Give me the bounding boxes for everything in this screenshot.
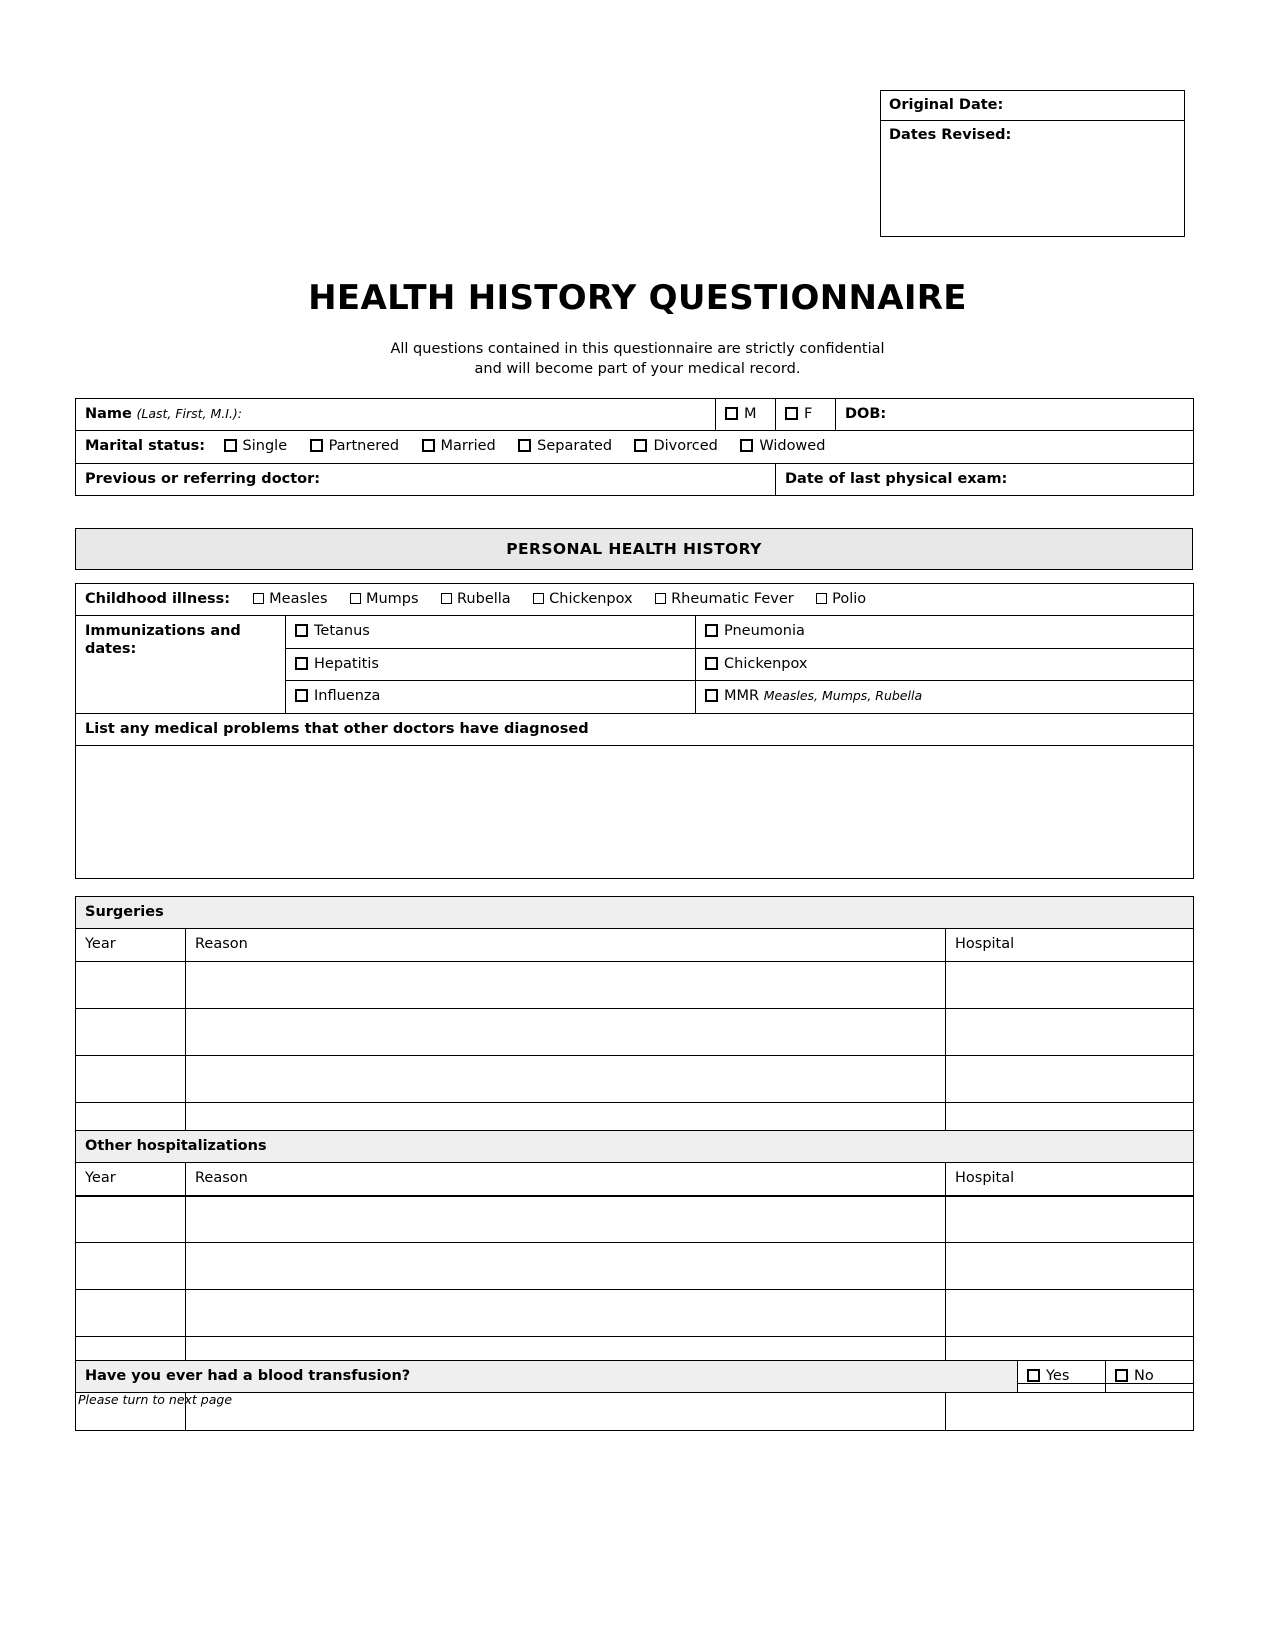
hospitalization-year-3[interactable] (76, 1289, 186, 1336)
hospitalizations-title-row (76, 1131, 1194, 1163)
doctor-row (76, 463, 1194, 495)
checkbox-pneumonia-icon[interactable] (705, 624, 718, 637)
checkbox-divorced-icon[interactable] (634, 439, 647, 452)
childhood-illness-label: Childhood illness: (85, 591, 231, 607)
name-hint: (Last, First, M.I.): (136, 406, 243, 421)
hospitalization-year-2[interactable] (76, 1242, 186, 1289)
immunization-hepatitis-label: Hepatitis (314, 655, 379, 672)
marital-option-separated[interactable] (518, 438, 612, 454)
table-row (76, 1195, 1194, 1242)
original-date-row[interactable] (881, 91, 1184, 121)
original-date-label: Original Date: (889, 97, 1004, 113)
identity-block (75, 398, 1193, 496)
marital-option-divorced-label: Divorced (653, 438, 718, 455)
checkbox-chickenpox-icon[interactable] (533, 593, 544, 604)
immunization-row-1 (76, 616, 1194, 648)
checkbox-married-icon[interactable] (422, 439, 435, 452)
surgery-year-1[interactable] (76, 961, 186, 1008)
immunization-pneumonia-label: Pneumonia (724, 623, 805, 640)
marital-cell[interactable] (76, 431, 1194, 463)
surgery-hospital-3[interactable] (946, 1055, 1194, 1102)
marital-option-partnered[interactable] (310, 438, 400, 454)
childhood-option-mumps-label: Mumps (365, 591, 419, 607)
childhood-option-polio-label: Polio (832, 591, 867, 607)
surgeries-col-year: Year (76, 929, 186, 961)
checkbox-transfusion-yes-icon[interactable] (1027, 1369, 1040, 1382)
medical-problems-title-row (76, 713, 1194, 745)
marital-option-separated-label: Separated (537, 438, 613, 455)
page-title: HEALTH HISTORY QUESTIONNAIRE (308, 278, 967, 318)
marital-option-widowed-label: Widowed (759, 438, 826, 455)
sex-female-label: F (804, 406, 813, 422)
checkbox-tetanus-icon[interactable] (295, 624, 308, 637)
checkbox-partnered-icon[interactable] (310, 439, 323, 452)
dates-revised-row[interactable] (881, 121, 1184, 236)
medical-problems-title-cell (76, 713, 1194, 745)
transfusion-yes-label: Yes (1046, 1368, 1070, 1384)
checkbox-widowed-icon[interactable] (740, 439, 753, 452)
transfusion-row (76, 1361, 1194, 1393)
hospitalizations-title: Other hospitalizations (85, 1138, 267, 1154)
table-row (76, 961, 1194, 1008)
personal-history-table (75, 583, 1194, 879)
dates-revised-label: Dates Revised: (889, 127, 1012, 143)
childhood-option-rubella[interactable] (441, 591, 511, 607)
surgeries-col-hospital: Hospital (946, 929, 1194, 961)
checkbox-rubella-icon[interactable] (441, 593, 452, 604)
marital-option-partnered-label: Partnered (328, 438, 400, 455)
childhood-option-rheumatic-fever[interactable] (655, 591, 794, 607)
hospitalization-hospital-1[interactable] (946, 1195, 1194, 1242)
immunizations-label-cell (76, 616, 286, 713)
checkbox-male-icon[interactable] (725, 407, 738, 420)
checkbox-rheumatic-fever-icon[interactable] (655, 593, 666, 604)
section-header-block (75, 528, 1193, 570)
referring-doctor-label: Previous or referring doctor: (85, 470, 321, 487)
marital-option-married[interactable] (422, 438, 496, 454)
surgeries-header-row (76, 929, 1194, 961)
subtitle-line-2: and will become part of your medical record. (474, 360, 801, 377)
childhood-option-measles-label: Measles (269, 591, 328, 607)
hospitalization-reason-1[interactable] (186, 1195, 946, 1242)
hospitalizations-header-row (76, 1163, 1194, 1195)
hospitalization-hospital-2[interactable] (946, 1242, 1194, 1289)
marital-option-widowed[interactable] (740, 438, 825, 454)
marital-row (76, 431, 1194, 463)
marital-label: Marital status: (85, 438, 206, 455)
immunization-tetanus-label: Tetanus (314, 623, 370, 640)
table-row (76, 1055, 1194, 1102)
transfusion-no-label: No (1134, 1368, 1154, 1384)
surgery-year-2[interactable] (76, 1008, 186, 1055)
sex-male-cell[interactable] (716, 399, 776, 431)
surgery-reason-1[interactable] (186, 961, 946, 1008)
childhood-option-rheumatic-fever-label: Rheumatic Fever (671, 591, 794, 607)
checkbox-chickenpox-immunization-icon[interactable] (705, 657, 718, 670)
surgeries-title-cell (76, 897, 1194, 929)
last-exam-label: Date of last physical exam: (785, 470, 1008, 487)
childhood-option-measles[interactable] (253, 591, 327, 607)
checkbox-polio-icon[interactable] (816, 593, 827, 604)
childhood-option-chickenpox-label: Chickenpox (549, 591, 633, 607)
surgery-year-3[interactable] (76, 1055, 186, 1102)
surgery-hospital-1[interactable] (946, 961, 1194, 1008)
immunization-influenza-label: Influenza (314, 688, 381, 705)
name-label: Name (85, 406, 132, 422)
immunization-pneumonia-cell[interactable] (696, 616, 1194, 648)
marital-option-single-label: Single (242, 438, 288, 455)
checkbox-mmr-icon[interactable] (705, 689, 718, 702)
hospitalizations-title-cell (76, 1131, 1194, 1163)
childhood-option-polio[interactable] (816, 591, 866, 607)
medical-problems-input-row (76, 745, 1194, 878)
hospitalization-reason-2[interactable] (186, 1242, 946, 1289)
immunizations-label-line-2: dates: (85, 640, 137, 657)
checkbox-influenza-icon[interactable] (295, 689, 308, 702)
childhood-illness-cell[interactable] (76, 584, 1194, 616)
immunization-hepatitis-cell[interactable] (286, 648, 696, 680)
immunization-mmr-cell[interactable] (696, 681, 1194, 713)
medical-problems-label: List any medical problems that other doctors have diagnosed (85, 720, 589, 737)
date-box (880, 90, 1185, 237)
immunization-chickenpox-label: Chickenpox (724, 655, 808, 672)
hospitalization-hospital-3[interactable] (946, 1289, 1194, 1336)
hospitalizations-col-reason: Reason (186, 1163, 946, 1195)
transfusion-block (75, 1360, 1193, 1393)
childhood-option-rubella-label: Rubella (457, 591, 511, 607)
sex-female-cell[interactable] (776, 399, 836, 431)
transfusion-question-cell (76, 1361, 1018, 1393)
immunization-chickenpox-cell[interactable] (696, 648, 1194, 680)
checkbox-mumps-icon[interactable] (350, 593, 361, 604)
table-row (76, 1008, 1194, 1055)
checkbox-measles-icon[interactable] (253, 593, 264, 604)
identity-table (75, 398, 1194, 496)
immunization-tetanus-cell[interactable] (286, 616, 696, 648)
surgery-hospital-2[interactable] (946, 1008, 1194, 1055)
immunization-mmr-note: Measles, Mumps, Rubella (763, 688, 923, 704)
name-cell[interactable] (76, 399, 716, 431)
surgeries-title-row (76, 897, 1194, 929)
checkbox-single-icon[interactable] (224, 439, 237, 452)
surgeries-col-reason: Reason (186, 929, 946, 961)
sex-male-label: M (744, 406, 757, 422)
hospitalizations-col-hospital: Hospital (946, 1163, 1194, 1195)
immunizations-label-line-1: Immunizations and (85, 623, 241, 640)
footnote: Please turn to next page (78, 1392, 233, 1407)
marital-option-married-label: Married (440, 438, 496, 455)
immunization-influenza-cell[interactable] (286, 681, 696, 713)
transfusion-no-cell[interactable] (1106, 1361, 1194, 1393)
checkbox-transfusion-no-icon[interactable] (1115, 1369, 1128, 1382)
childhood-option-mumps[interactable] (350, 591, 419, 607)
transfusion-question: Have you ever had a blood transfusion? (85, 1368, 411, 1384)
checkbox-female-icon[interactable] (785, 407, 798, 420)
childhood-illness-row (76, 584, 1194, 616)
last-exam-cell[interactable] (776, 463, 1194, 495)
checkbox-separated-icon[interactable] (518, 439, 531, 452)
section-header-personal-health-history: PERSONAL HEALTH HISTORY (75, 528, 1193, 570)
dob-cell[interactable] (836, 399, 1194, 431)
name-row (76, 399, 1194, 431)
surgeries-title: Surgeries (85, 904, 164, 920)
marital-option-divorced[interactable] (634, 438, 717, 454)
immunization-mmr-label: MMR (724, 688, 760, 705)
hospitalization-year-1[interactable] (76, 1195, 186, 1242)
hospitalizations-col-year: Year (76, 1163, 186, 1195)
table-row (76, 1289, 1194, 1336)
surgery-reason-3[interactable] (186, 1055, 946, 1102)
table-row (76, 1242, 1194, 1289)
dob-label: DOB: (845, 406, 887, 422)
subtitle-line-1: All questions contained in this questionnaire are strictly confidential (390, 341, 885, 357)
personal-history-block (75, 583, 1193, 879)
surgery-reason-2[interactable] (186, 1008, 946, 1055)
transfusion-table (75, 1360, 1194, 1393)
referring-doctor-cell[interactable] (76, 463, 776, 495)
hospitalization-reason-3[interactable] (186, 1289, 946, 1336)
transfusion-yes-cell[interactable] (1018, 1361, 1106, 1393)
childhood-option-chickenpox[interactable] (533, 591, 633, 607)
marital-option-single[interactable] (224, 438, 288, 454)
medical-problems-input[interactable] (76, 745, 1194, 878)
checkbox-hepatitis-icon[interactable] (295, 657, 308, 670)
page-subtitle (0, 340, 1275, 379)
